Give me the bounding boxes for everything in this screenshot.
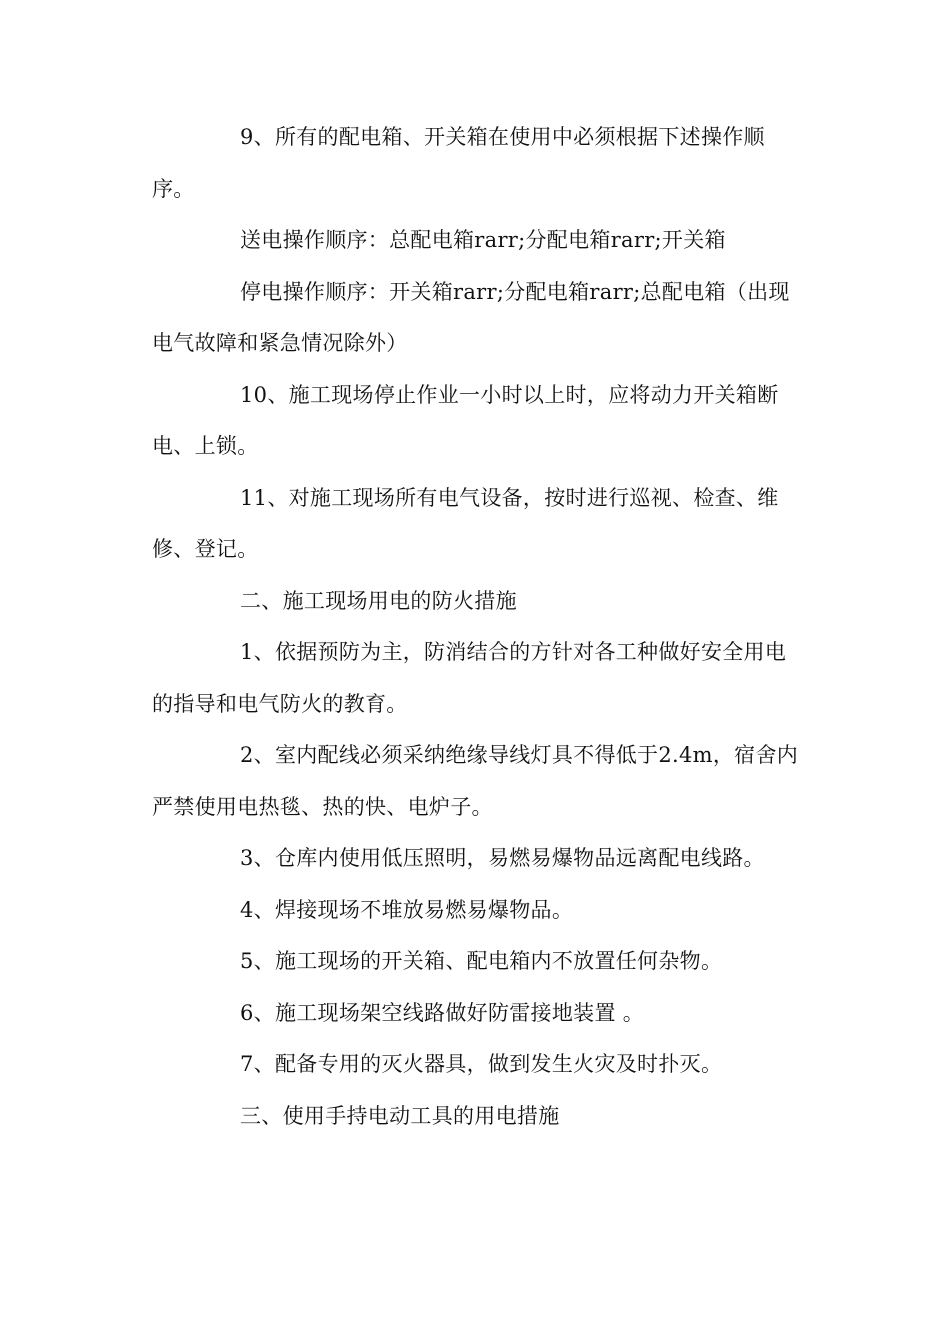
paragraph-fire-item-2: 2、室内配线必须采纳绝缘导线灯具不得低于2.4m，宿舍内严禁使用电热毯、热的快、电炉子。 xyxy=(152,743,799,819)
paragraph-fire-item-5: 5、施工现场的开关箱、配电箱内不放置任何杂物。 xyxy=(240,949,723,973)
paragraph-fire-item-3: 3、仓库内使用低压照明，易燃易爆物品远离配电线路。 xyxy=(240,846,765,870)
paragraph-fire-item-1: 1、依据预防为主，防消结合的方针对各工种做好安全用电的指导和电气防火的教育。 xyxy=(152,640,787,716)
document-body xyxy=(152,112,802,1142)
paragraph-power-on-sequence: 送电操作顺序：总配电箱rarr;分配电箱rarr;开关箱 xyxy=(240,228,726,252)
paragraph-fire-item-7: 7、配备专用的灭火器具，做到发生火灾及时扑灭。 xyxy=(240,1052,723,1076)
paragraph-rule-10: 10、施工现场停止作业一小时以上时，应将动力开关箱断电、上锁。 xyxy=(152,382,779,458)
paragraph-power-off-sequence: 停电操作顺序：开关箱rarr;分配电箱rarr;总配电箱（出现电气故障和紧急情况除外） xyxy=(152,279,790,355)
paragraph-fire-item-6: 6、施工现场架空线路做好防雷接地装置 。 xyxy=(240,1000,645,1025)
paragraph-rule-11: 11、对施工现场所有电气设备，按时进行巡视、检查、维修、登记。 xyxy=(152,485,779,561)
paragraph-rule-9: 9、所有的配电箱、开关箱在使用中必须根据下述操作顺序。 xyxy=(152,125,765,201)
section-heading-fire-prevention: 二、施工现场用电的防火措施 xyxy=(240,588,517,613)
section-heading-handheld-tools: 三、使用手持电动工具的用电措施 xyxy=(240,1103,560,1128)
paragraph-fire-item-4: 4、焊接现场不堆放易燃易爆物品。 xyxy=(240,897,574,922)
